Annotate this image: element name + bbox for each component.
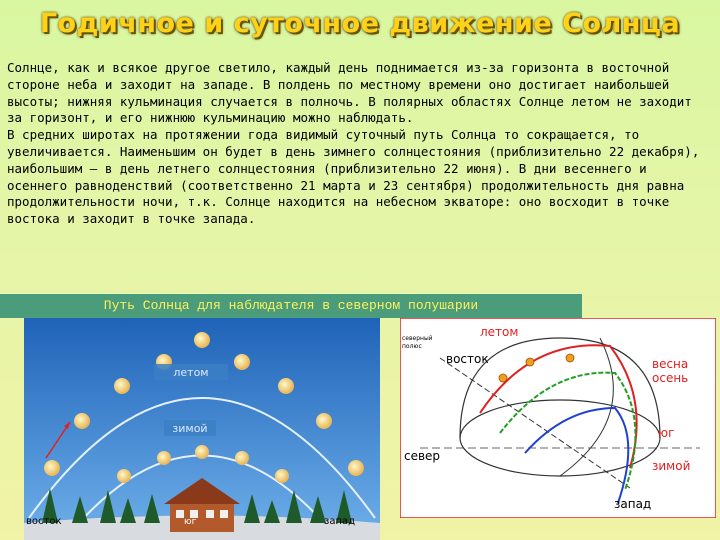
west-label: запад: [324, 516, 356, 527]
north-label: север: [404, 449, 441, 463]
autumn-label: осень: [652, 371, 689, 385]
sun-marker: [526, 358, 534, 366]
east-label: восток: [446, 352, 489, 366]
winter-path-label: зимой: [652, 459, 691, 473]
sun-marker: [499, 374, 507, 382]
north-pole-label: северный: [402, 335, 433, 342]
summer-path-label: летом: [480, 325, 519, 339]
paragraph-yearly: В средних широтах на протяжении года видимый суточный путь Солнца то сокращается, то увеличивается. Наименьшим он будет в день зимнего солнцестояния (приблизительно 22 декабря), наибольшим – в день летнего солнцестояния (приблизительно 22 июня). В дни весеннего и осеннего равноденствий (соответственно 21 марта и 23 сентября) продолжительность дня равна продолжительности ночи, т.к. Солнце находится на небесном экваторе: оно восходит в точке востока и заходит в точке запада.: [7, 127, 700, 227]
celestial-sphere-diagram: [400, 318, 716, 518]
west-label: запад: [614, 497, 652, 511]
south-label: юг: [658, 426, 675, 440]
figure-caption: Путь Солнца для наблюдателя в северном полушарии: [0, 293, 582, 318]
body-text: [7, 60, 713, 228]
winter-label: зимой: [172, 422, 208, 435]
page-title: Годичное и суточное движение Солнца: [39, 8, 681, 39]
east-label: восток: [26, 516, 62, 527]
sun-marker: [566, 354, 574, 362]
pole-word-label: полюс: [402, 343, 422, 350]
diagram-frame: [400, 318, 716, 518]
south-label: юг: [184, 517, 197, 527]
sun-path-illustration: [24, 318, 380, 540]
paragraph-daily: Солнце, как и всякое другое светило, каждый день поднимается из-за горизонта в восточной стороне неба и заходит на западе. В полдень по местному времени оно достигает наибольшей высоты; нижняя кульминация случается в полночь. В полярных областях Солнце летом не заходит за горизонт, и его нижнюю кульминацию можно наблюдать.: [7, 60, 692, 126]
spring-label: весна: [652, 357, 689, 371]
summer-label: летом: [173, 366, 209, 379]
